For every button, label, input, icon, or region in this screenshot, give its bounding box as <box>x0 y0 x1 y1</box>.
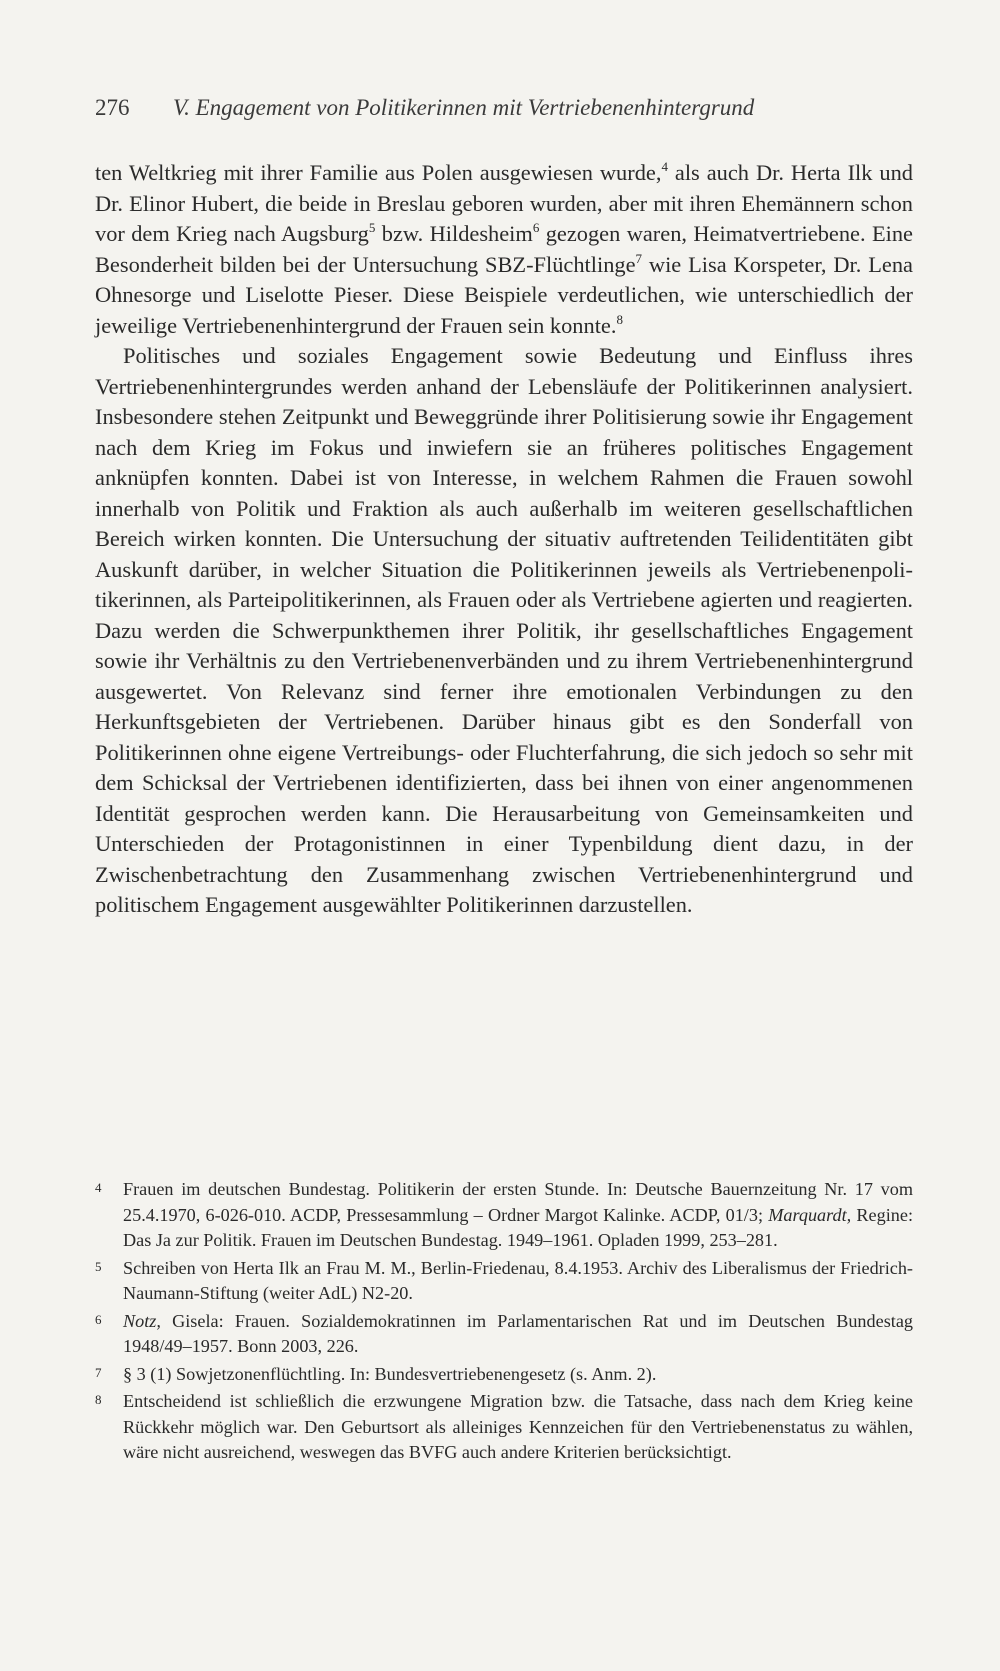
footnote-8 <box>95 1389 913 1466</box>
footnotes <box>95 1177 913 1468</box>
footnote-text <box>123 1389 913 1466</box>
footnote-text-pre: § 3 (1) Sowjetzonenflüchtling. In: Bundesvertriebenengesetz (s. Anm. 2). <box>123 1363 657 1384</box>
footnote-number: 5 <box>95 1258 102 1274</box>
footnote-text-pre: Frauen im deutschen Bundestag. Politikerin der ersten Stunde. In: Deutsche Bauernzeitung Nr. 17 vom 25.4.1970, 6-026-010. ACDP, Pressesammlung – Ordner Margot Kalinke. ACDP, 01/3; <box>123 1179 913 1225</box>
footnote-text-post: Gisela: Frauen. Sozialdemokratinnen im Parlamentarischen Rat und im Deutschen Bundestag 1948/49–1957. Bonn 2003, 226. <box>123 1310 913 1356</box>
footnote-text-pre: Schreiben von Herta Ilk an Frau M. M., Berlin-Friedenau, 8.4.1953. Archiv des Liberalismus der Friedrich-Naumann-Stiftung (weiter AdL) N2-20. <box>123 1257 913 1303</box>
footnote-7 <box>95 1362 913 1388</box>
footnote-text <box>123 1309 913 1360</box>
p1-text-b: als auch Dr. Herta Ilk und Dr. Elinor Hubert, die beide in Breslau geboren wurden, aber mit ihren Ehemännern schon vor dem Krieg nach Augsburg <box>95 160 913 246</box>
footnote-number: 7 <box>95 1364 102 1380</box>
footnote-author: Notz, <box>123 1310 161 1331</box>
footnote-number: 4 <box>95 1180 102 1195</box>
footnote-6 <box>95 1309 913 1360</box>
footnote-text-post: Regine: Das Ja zur Politik. Frauen im Deutschen Bundestag. 1949–1961. Opladen 1999, 253–281. <box>123 1204 913 1250</box>
paragraph-2: Politisches und soziales Engagement sowie Bedeutung und Einfluss ihres Vertriebenenhintergrundes werden anhand der Lebensläufe der Politikerinnen analysiert. Insbesondere stehen Zeitpunkt und Beweggründe ihrer Politisierung sowie ihr Engagement nach dem Krieg im Fokus und inwiefern sie an früheres politisches Engagement anknüpfen konnten. Dabei ist von Interesse, in welchem Rahmen die Frauen sowohl innerhalb von Politik und Fraktion als auch außerhalb im weiteren gesellschaftlichen Bereich wirken konnten. Die Untersuchung der situativ auftretenden Teilidentitäten gibt Auskunft darüber, in welcher Situation die Politikerinnen jeweils als Vertriebenenpolitikerinnen, als Parteipolitikerinnen, als Frauen oder als Vertriebene agierten und reagierten. Dazu werden die Schwerpunkthemen ihrer Politik, ihr gesellschaftliches Engagement sowie ihr Verhältnis zu den Vertriebenenverbänden und zu ihrem Vertriebenenhintergrund ausgewertet. Von Relevanz sind ferner ihre emotionalen Verbindungen zu den Herkunftsgebieten der Vertriebenen. Darüber hinaus gibt es den Sonderfall von Politikerinnen ohne eigene Vertreibungs- oder Fluchterfahrung, die sich jedoch so sehr mit dem Schicksal der Vertriebenen identifizierten, dass bei ihnen von einer angenommenen Identität gesprochen werden kann. Die Herausarbeitung von Gemeinsamkeiten und Unterschieden der Protagonistinnen in einer Typenbildung dient dazu, in der Zwischenbetrachtung den Zusammenhang zwischen Vertriebenenhintergrund und politischem Engagement ausgewählter Politikerinnen darzustellen. <box>95 343 913 917</box>
footnote-5 <box>95 1256 913 1307</box>
footnote-4 <box>95 1177 913 1254</box>
chapter-title: V. Engagement von Politikerinnen mit Vertriebenenhintergrund <box>173 95 755 120</box>
footnote-ref-8: 8 <box>616 311 623 327</box>
p1-text-e: wie Lisa Korspeter, Dr. Lena Ohnesorge und Liselotte Pieser. Diese Beispiele verdeutlichen, wie unterschiedlich der jeweilige Vertriebenenhintergrund der Frauen sein konnte. <box>95 251 913 338</box>
footnote-ref-5: 5 <box>368 220 376 235</box>
running-head <box>95 92 915 124</box>
p1-text-c: bzw. Hildesheim <box>375 221 533 246</box>
footnote-text-pre: Entscheidend ist schließlich die erzwungene Migration bzw. die Tatsache, dass nach dem Krieg keine Rückkehr möglich war. Den Geburtsort als alleiniges Kennzeichen für den Vertriebenenstatus zu wählen, wäre nicht ausreichend, weswegen das BVFG auch andere Kriterien berücksichtigt. <box>123 1391 913 1462</box>
footnote-number: 6 <box>95 1311 102 1327</box>
footnote-number: 8 <box>95 1392 102 1407</box>
page-number: 276 <box>95 95 130 120</box>
footnote-text <box>123 1362 913 1388</box>
body-text <box>95 158 913 921</box>
p1-text-d: gezogen waren, Heimatvertriebene. Eine Besonderheit bilden bei der Untersuchung SBZ-Flüchtlinge <box>95 221 913 277</box>
p1-text-a: ten Weltkrieg mit ihrer Familie aus Polen ausgewiesen wurde, <box>95 160 662 185</box>
footnote-author: Marquardt, <box>768 1204 852 1225</box>
footnote-ref-6: 6 <box>532 220 540 235</box>
footnote-ref-4: 4 <box>661 159 668 174</box>
footnote-ref-7: 7 <box>635 250 643 266</box>
footnote-text <box>123 1177 913 1254</box>
footnote-text <box>123 1256 913 1307</box>
paragraph-1 <box>95 158 913 341</box>
